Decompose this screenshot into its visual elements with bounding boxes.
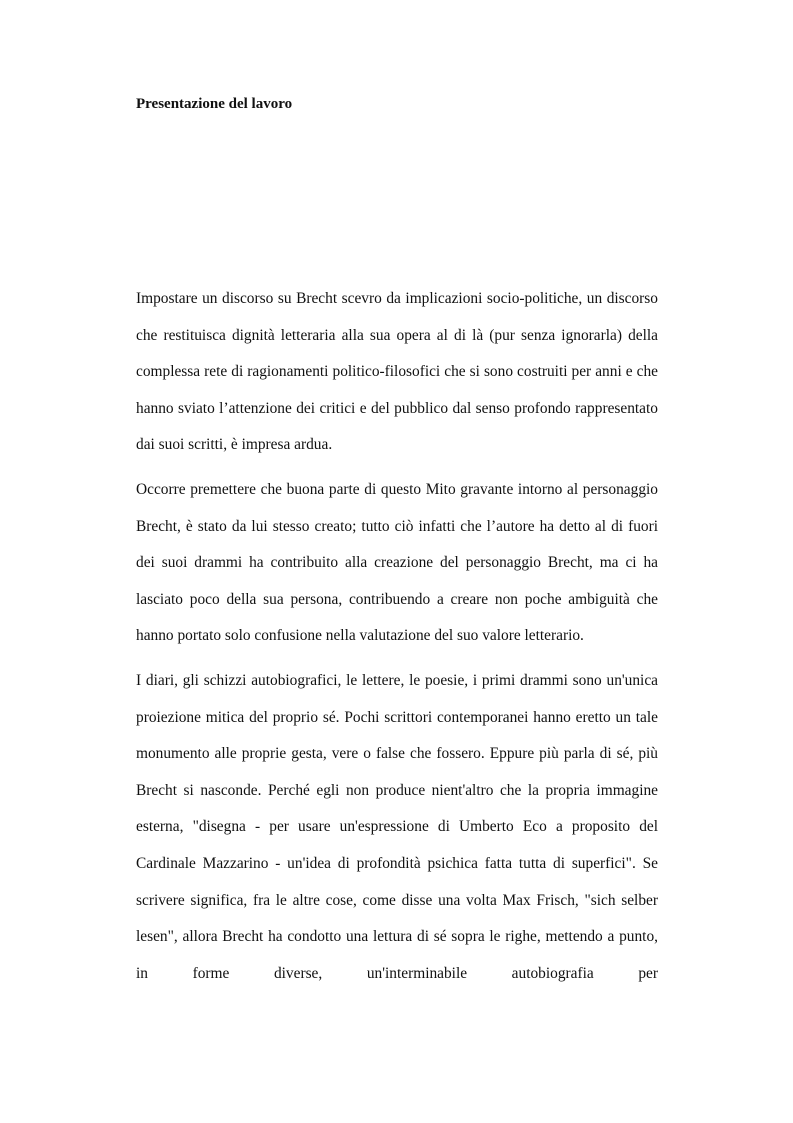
section-heading: Presentazione del lavoro (136, 96, 293, 112)
paragraph: Impostare un discorso su Brecht scevro da implicazioni socio-politiche, un discorso che restituisca dignità letteraria alla sua opera al di là (pur senza ignorarla) della complessa rete di ragionamenti politico-filosofici che si sono costruiti per anni e che hanno sviato l’attenzione dei critici e del pubblico dal senso profondo rappresentato dai suoi scritti, è impresa ardua. (136, 290, 658, 454)
paragraph: Occorre premettere che buona parte di questo Mito gravante intorno al personaggio Brecht, è stato da lui stesso creato; tutto ciò infatti che l’autore ha detto al di fuori dei suoi drammi ha contribuito alla creazione del personaggio Brecht, ma ci ha lasciato poco della sua persona, contribuendo a creare non poche ambiguità che hanno portato solo confusione nella valutazione del suo valore letterario. (136, 480, 658, 645)
body-text (136, 281, 658, 1000)
paragraph: I diari, gli schizzi autobiografici, le lettere, le poesie, i primi drammi sono un'unica proiezione mitica del proprio sé. Pochi scrittori contemporanei hanno eretto un tale monumento alle proprie gesta, vere o false che fossero. Eppure più parla di sé, più Brecht si nasconde. Perché egli non produce nient'altro che la propria immagine esterna, "disegna - per usare un'espressione di Umberto Eco a proposito del Cardinale Mazzarino - un'idea di profondità psichica fatta tutta di superfici". Se scrivere significa, fra le altre cose, come disse una volta Max Frisch, "sich selber lesen", allora Brecht ha condotto una lettura di sé sopra le righe, mettendo a punto, in forme diverse, un'interminabile autobiografia per (136, 671, 658, 982)
